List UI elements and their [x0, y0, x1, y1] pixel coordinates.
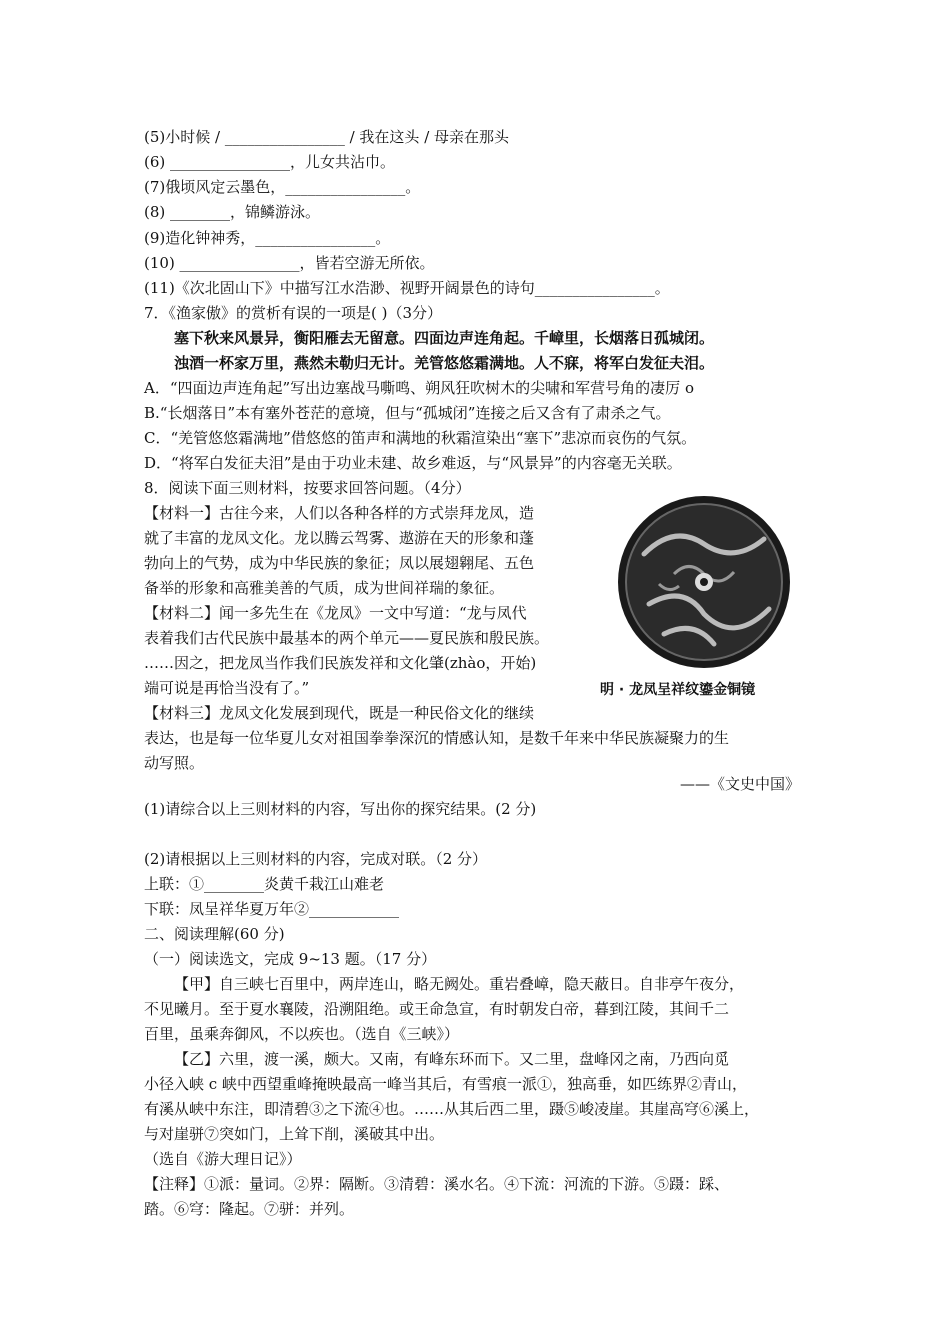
material-line: 勃向上的气势，成为中华民族的象征；凤以展翅翱尾、五色 — [144, 554, 535, 572]
option-c: C．“羌管悠悠霜满地”借悠悠的笛声和满地的秋霜渲染出“塞下”悲凉而哀伤的气氛。 — [144, 429, 697, 447]
couplet-lower: 下联：凤呈祥华夏万年②____________ — [144, 900, 400, 918]
section-2-part-1: （一）阅读选文，完成 9~13 题。（17 分） — [144, 950, 437, 968]
fill-line-9: (9)造化钟神秀，________________。 — [144, 229, 391, 247]
option-b: B.“长烟落日”本有塞外苍茫的意境，但与“孤城闭”连接之后又含有了肃杀之气。 — [144, 404, 671, 422]
material-line: 动写照。 — [144, 754, 205, 772]
material-line: ……因之，把龙凤当作我们民族发祥和文化肇(zhào，开始) — [144, 654, 537, 672]
passage-yi-line: 【乙】六里，渡一溪，颇大。又南，有峰东环而下。又二里，盘峰冈之南，乃西向觅 — [174, 1050, 730, 1068]
notes-line: 【注释】①派：量词。②界：隔断。③清碧：溪水名。④下流：河流的下游。⑤蹑：踩、 — [144, 1175, 730, 1193]
fill-line-6: (6) ________________，儿女共沾巾。 — [144, 153, 396, 171]
passage-jia-line: 【甲】自三峡七百里中，两岸连山，略无阙处。重岩叠嶂，隐天蔽日。自非亭午夜分， — [174, 975, 745, 993]
passage-jia-line: 百里，虽乘奔御风，不以疾也。（选自《三峡》） — [144, 1025, 460, 1043]
material-line: 端可说是再恰当没有了。” — [144, 679, 310, 697]
material-line: 表着我们古代民族中最基本的两个单元——夏民族和殷民族。 — [144, 629, 550, 647]
fill-line-10: (10) ________________，皆若空游无所依。 — [144, 254, 435, 272]
image-caption: 明 · 龙凤呈祥纹鎏金铜镜 — [600, 682, 756, 698]
fill-line-7: (7)俄顷风定云墨色，________________。 — [144, 178, 421, 196]
question-8-sub2: (2)请根据以上三则材料的内容，完成对联。（2 分） — [144, 850, 488, 868]
poem-line-2: 浊酒一杯家万里，燕然未勒归无计。羌管悠悠霜满地。人不寐，将军白发征夫泪。 — [174, 354, 715, 372]
material-line: 【材料一】古往今来，人们以各种各样的方式崇拜龙凤，造 — [144, 504, 535, 522]
question-8-stem: 8．阅读下面三则材料，按要求回答问题。（4分） — [144, 479, 471, 497]
couplet-upper: 上联：①________炎黄千栽江山难老 — [144, 875, 385, 893]
material-line: 表达，也是每一位华夏儿女对祖国拳拳深沉的情感认知，是数千年来中华民族凝聚力的生 — [144, 729, 730, 747]
material-line: 【材料二】闻一多先生在《龙凤》一文中写道：“龙与凤代 — [144, 604, 527, 622]
passage-yi-line: 与对崖骈⑦突如门，上耸下削，溪破其中出。 — [144, 1125, 445, 1143]
option-a: A．“四面边声连角起”写出边塞战马嘶鸣、朔风狂吹树木的尖啸和军营号角的凄厉 o — [144, 379, 694, 397]
material-source: ——《文史中国》 — [679, 775, 800, 793]
section-2-title: 二、阅读理解(60 分) — [144, 925, 285, 943]
material-line: 【材料三】龙凤文化发展到现代，既是一种民俗文化的继续 — [144, 704, 535, 722]
passage-yi-line: 小径入峡 c 峡中西望重峰掩映最高一峰当其后，有雪痕一派①，独高垂，如匹练界②青山， — [144, 1075, 747, 1093]
material-line: 就了丰富的龙凤文化。龙以腾云驾雾、遨游在天的形象和蓬 — [144, 529, 535, 547]
passage-yi-source: （选自《游大理日记》） — [144, 1150, 302, 1168]
notes-line: 踏。⑥穹：隆起。⑦骈：并列。 — [144, 1200, 355, 1218]
material-line: 备举的形象和高雅美善的气质，成为世间祥瑞的象征。 — [144, 579, 505, 597]
fill-line-5: (5)小时候 / ________________ / 我在这头 / 母亲在那头 — [144, 128, 510, 146]
question-7-stem: 7．《渔家傲》的赏析有误的一项是( )（3分） — [144, 304, 443, 322]
poem-line-1: 塞下秋来风景异，衡阳雁去无留意。四面边声连角起。千嶂里，长烟落日孤城闭。 — [174, 329, 715, 347]
fill-line-11: (11)《次北固山下》中描写江水浩渺、视野开阔景色的诗句________________。 — [144, 279, 670, 297]
question-8-sub1: (1)请综合以上三则材料的内容，写出你的探究结果。(2 分) — [144, 800, 537, 818]
passage-yi-line: 有溪从峡中东注，即清碧③之下流④也。……从其后西二里，蹑⑤峻凌崖。其崖高穹⑥溪上， — [144, 1100, 760, 1118]
fill-line-8: (8) ________，锦鳞游泳。 — [144, 203, 321, 221]
passage-jia-line: 不见曦月。至于夏水襄陵，沿溯阻绝。或王命急宣，有时朝发白帝，暮到江陵，其间千二 — [144, 1000, 730, 1018]
option-d: D．“将军白发征夫泪”是由于功业未建、故乡难返，与“风景异”的内容毫无关联。 — [144, 454, 682, 472]
